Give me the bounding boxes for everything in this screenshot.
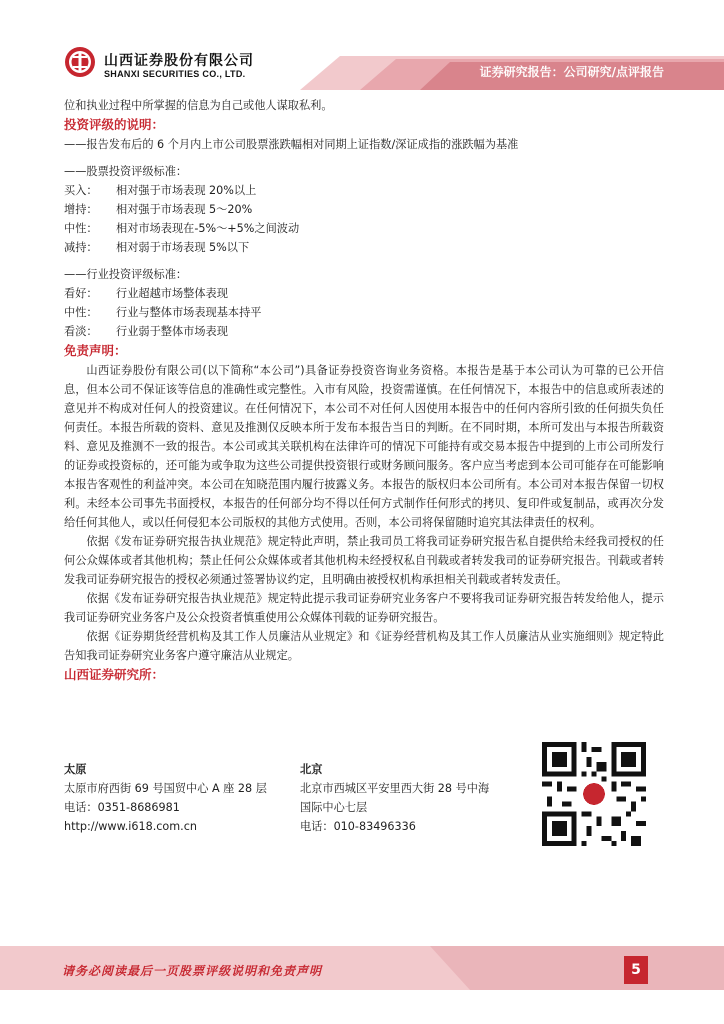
disclaimer-title: 免责声明： xyxy=(64,343,127,358)
company-logo-icon xyxy=(64,46,96,78)
disclaimer-paragraph: 依据《发布证券研究报告执业规范》规定特此提示我司证券研究业务客户不要将我司证券研究报告转发给他人，提示我司证券研究业务客户及公众投资者慎重使用公众媒体刊载的证券研究报告。 xyxy=(64,592,664,624)
institute-title: 山西证券研究所： xyxy=(64,667,165,682)
rating-title: 投资评级的说明： xyxy=(64,117,165,132)
address: 北京市西城区平安里西大街 28 号中海 xyxy=(300,782,490,795)
stock-rating-item: 增持： 相对强于市场表现 5～20% xyxy=(64,203,253,216)
qr-code-icon xyxy=(542,742,646,846)
disclaimer-paragraph: 依据《证券期货经营机构及其工作人员廉洁从业规定》和《证券经营机构及其工作人员廉洁从业实施细则》规定特此告知我司证券研究业务客户遵守廉洁从业规定。 xyxy=(64,630,664,662)
address: 太原市府西街 69 号国贸中心 A 座 28 层 xyxy=(64,782,267,795)
main-content xyxy=(64,96,664,685)
address: 国际中心七层 xyxy=(300,801,368,814)
report-type: 证券研究报告：公司研究/点评报告 xyxy=(479,65,664,79)
company-name-cn: 山西证券股份有限公司 xyxy=(104,53,254,69)
page-number: 5 xyxy=(624,956,648,984)
industry-rating-header: ——行业投资评级标准： xyxy=(64,268,188,281)
rating-basis: ——报告发布后的 6 个月内上市公司股票涨跌幅相对同期上证指数/深证成指的涨跌幅为基准 xyxy=(64,138,519,151)
city-name: 北京 xyxy=(300,763,323,776)
phone: 电话：010-83496336 xyxy=(300,820,416,833)
intro-line: 位和执业过程中所掌握的信息为自己或他人谋取私利。 xyxy=(64,99,333,112)
contact-taiyuan xyxy=(64,760,267,836)
disclaimer-paragraph: 山西证券股份有限公司(以下简称“本公司”)具备证券投资咨询业务资格。本报告是基于本公司认为可靠的已公开信息，但本公司不保证该等信息的准确性或完整性。入市有风险，投资需谨慎。在任何情况下，本报告中的信息或所表述的意见并不构成对任何人的投资建议。在任何情况下，本公司不对任何人因使用本报告中的任何内容所引致的任何损失负任何责任。本报告所载的资料、意见及推测仅反映本所于发布本报告当日的判断。在不同时期，本所可发出与本报告所载资料、意见及推测不一致的报告。本公司或其关联机构在法律许可的情况下可能持有或交易本报告中提到的上市公司所发行的证券或投资标的，还可能为或争取为这些公司提供投资银行或财务顾问服务。客户应当考虑到本公司可能存在可能影响本报告客观性的利益冲突。本公司在知晓范围内履行披露义务。本报告的版权归本公司所有。本公司对本报告保留一切权利。未经本公司事先书面授权，本报告的任何部分均不得以任何方式制作任何形式的拷贝、复印件或复制品，或再次分发给任何其他人，或以任何侵犯本公司版权的其他方式使用。否则，本公司将保留随时追究其法律责任的权利。 xyxy=(64,364,664,529)
stock-rating-item: 中性： 相对市场表现在-5%～+5%之间波动 xyxy=(64,222,300,235)
city-name: 太原 xyxy=(64,763,87,776)
industry-rating-item: 中性： 行业与整体市场表现基本持平 xyxy=(64,306,262,319)
industry-rating-item: 看好： 行业超越市场整体表现 xyxy=(64,287,228,300)
disclaimer-paragraph: 依据《发布证券研究报告执业规范》规定特此声明，禁止我司员工将我司证券研究报告私自提供给未经我司授权的任何公众媒体或者其他机构；禁止任何公众媒体或者其他机构未经授权私自刊载或者转发我司的证券研究报告。刊载或者转发我司证券研究报告的授权必须通过签署协议约定，且明确由被授权机构承担相关刊载或者转发责任。 xyxy=(64,535,664,586)
stock-rating-list xyxy=(64,181,664,257)
footer-note: 请务必阅读最后一页股票评级说明和免责声明 xyxy=(62,964,323,978)
stock-rating-item: 买入： 相对强于市场表现 20%以上 xyxy=(64,184,257,197)
phone: 电话：0351-8686981 xyxy=(64,801,180,814)
industry-rating-list xyxy=(64,284,664,341)
company-name-en: SHANXI SECURITIES CO., LTD. xyxy=(104,69,246,79)
stock-rating-item: 减持： 相对弱于市场表现 5%以下 xyxy=(64,241,250,254)
page-header xyxy=(0,0,724,96)
stock-rating-header: ——股票投资评级标准： xyxy=(64,165,188,178)
website-link[interactable]: http://www.i618.com.cn xyxy=(64,820,197,833)
contact-beijing xyxy=(300,760,489,836)
industry-rating-item: 看淡： 行业弱于整体市场表现 xyxy=(64,325,228,338)
